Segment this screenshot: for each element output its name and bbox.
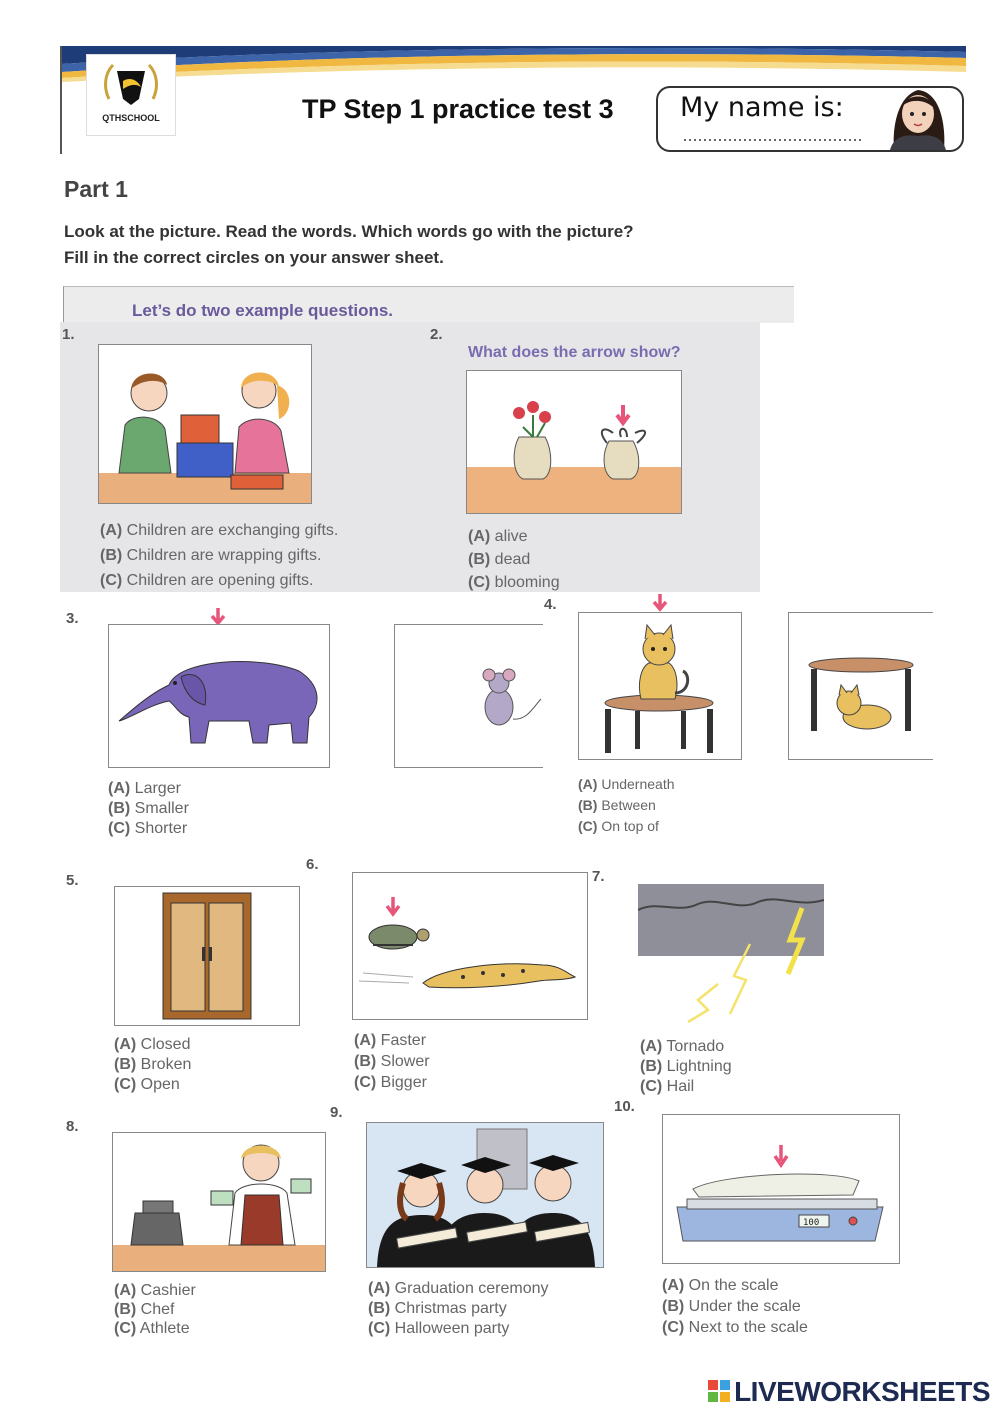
question-9-option-a[interactable]: (A) Graduation ceremony [368, 1280, 549, 1297]
question-2-number: 2. [430, 326, 443, 343]
question-3-picture-mouse [394, 624, 543, 768]
question-7-number: 7. [592, 868, 605, 885]
question-2-option-b[interactable]: (B) dead [468, 551, 531, 568]
question-9-picture [366, 1122, 604, 1268]
cat-under-table-icon [789, 613, 933, 759]
question-7-option-c[interactable]: (C) Hail [640, 1078, 695, 1095]
liveworksheets-logo[interactable] [708, 1376, 990, 1408]
graduation-icon [367, 1123, 603, 1267]
question-4-picture-cat-on-table [578, 612, 742, 760]
question-5-option-b[interactable]: (B) Broken [114, 1056, 192, 1073]
question-6-number: 6. [306, 856, 319, 873]
mouse-icon [395, 625, 543, 767]
question-3-option-b[interactable]: (B) Smaller [108, 800, 189, 817]
header-swoosh [62, 46, 966, 86]
question-3-option-a[interactable]: (A) Larger [108, 780, 181, 797]
lightning-storm-icon [638, 884, 824, 1024]
question-3-number: 3. [66, 610, 79, 627]
question-7-picture [638, 884, 824, 1024]
school-logo [86, 54, 176, 136]
question-8-option-c[interactable]: (C) Athlete [114, 1320, 190, 1337]
question-5-number: 5. [66, 872, 79, 889]
question-4-number: 4. [544, 596, 557, 613]
question-10-option-b[interactable]: (B) Under the scale [662, 1298, 801, 1315]
question-2-option-a[interactable]: (A) alive [468, 528, 528, 545]
question-4-option-b[interactable]: (B) Between [578, 797, 656, 813]
instruction-line-1: Look at the picture. Read the words. Which words go with the picture? [64, 222, 634, 241]
example-label: Let’s do two example questions. [132, 301, 394, 320]
logo-text: QTHSCHOOL [102, 113, 160, 123]
name-label: My name is: [680, 92, 844, 123]
question-3-picture-elephant [108, 624, 330, 768]
question-7-option-b[interactable]: (B) Lightning [640, 1058, 732, 1075]
question-2-option-c[interactable]: (C) blooming [468, 574, 560, 591]
question-6-option-b[interactable]: (B) Slower [354, 1053, 430, 1070]
question-5-picture [114, 886, 300, 1026]
question-10-picture [662, 1114, 900, 1264]
question-9-option-c[interactable]: (C) Halloween party [368, 1320, 510, 1337]
turtle-cheetah-icon [353, 873, 587, 1019]
girl-photo-icon [876, 76, 960, 150]
question-4-option-c[interactable]: (C) On top of [578, 818, 659, 834]
question-6-option-c[interactable]: (C) Bigger [354, 1074, 427, 1091]
question-8-option-b[interactable]: (B) Chef [114, 1301, 175, 1318]
question-4-picture-cat-under-table [788, 612, 933, 760]
children-gifts-icon [99, 345, 311, 503]
part-heading: Part 1 [64, 176, 128, 202]
question-1-picture [98, 344, 312, 504]
page-title: TP Step 1 practice test 3 [302, 94, 614, 124]
logo-emblem-icon [101, 59, 161, 113]
question-9-number: 9. [330, 1104, 343, 1121]
elephant-icon [109, 625, 329, 767]
question-5-option-c[interactable]: (C) Open [114, 1076, 180, 1093]
name-dotted-line [684, 138, 864, 142]
scale-display: 100 [803, 1218, 820, 1228]
question-6-picture [352, 872, 588, 1020]
question-1-option-b[interactable]: (B) Children are wrapping gifts. [100, 547, 322, 564]
question-1-option-a[interactable]: (A) Children are exchanging gifts. [100, 522, 339, 539]
question-10-option-c[interactable]: (C) Next to the scale [662, 1319, 808, 1336]
question-2-picture [466, 370, 682, 514]
vases-flowers-icon [467, 371, 681, 513]
header-banner [60, 46, 966, 154]
question-10-option-a[interactable]: (A) On the scale [662, 1277, 779, 1294]
cashier-icon [113, 1133, 325, 1271]
question-3-option-c[interactable]: (C) Shorter [108, 820, 188, 837]
scale-icon [663, 1115, 899, 1263]
question-4-option-a[interactable]: (A) Underneath [578, 776, 675, 792]
question-4-arrow-icon [650, 594, 670, 612]
wardrobe-icon [115, 887, 299, 1025]
liveworksheets-grid-icon [708, 1380, 730, 1404]
liveworksheets-text: LIVEWORKSHEETS [734, 1376, 990, 1407]
question-1-number: 1. [62, 326, 75, 343]
question-8-number: 8. [66, 1118, 79, 1135]
question-5-option-a[interactable]: (A) Closed [114, 1036, 191, 1053]
question-7-option-a[interactable]: (A) Tornado [640, 1038, 725, 1055]
question-2-prompt: What does the arrow show? [468, 344, 681, 361]
question-6-option-a[interactable]: (A) Faster [354, 1032, 427, 1049]
cat-on-table-icon [579, 613, 741, 759]
name-box [656, 86, 964, 152]
question-8-picture [112, 1132, 326, 1272]
question-1-option-c[interactable]: (C) Children are opening gifts. [100, 572, 314, 589]
question-9-option-b[interactable]: (B) Christmas party [368, 1300, 507, 1317]
instruction-line-2: Fill in the correct circles on your answer sheet. [64, 248, 444, 267]
question-8-option-a[interactable]: (A) Cashier [114, 1282, 196, 1299]
example-banner [63, 286, 794, 323]
question-10-number: 10. [614, 1098, 635, 1115]
